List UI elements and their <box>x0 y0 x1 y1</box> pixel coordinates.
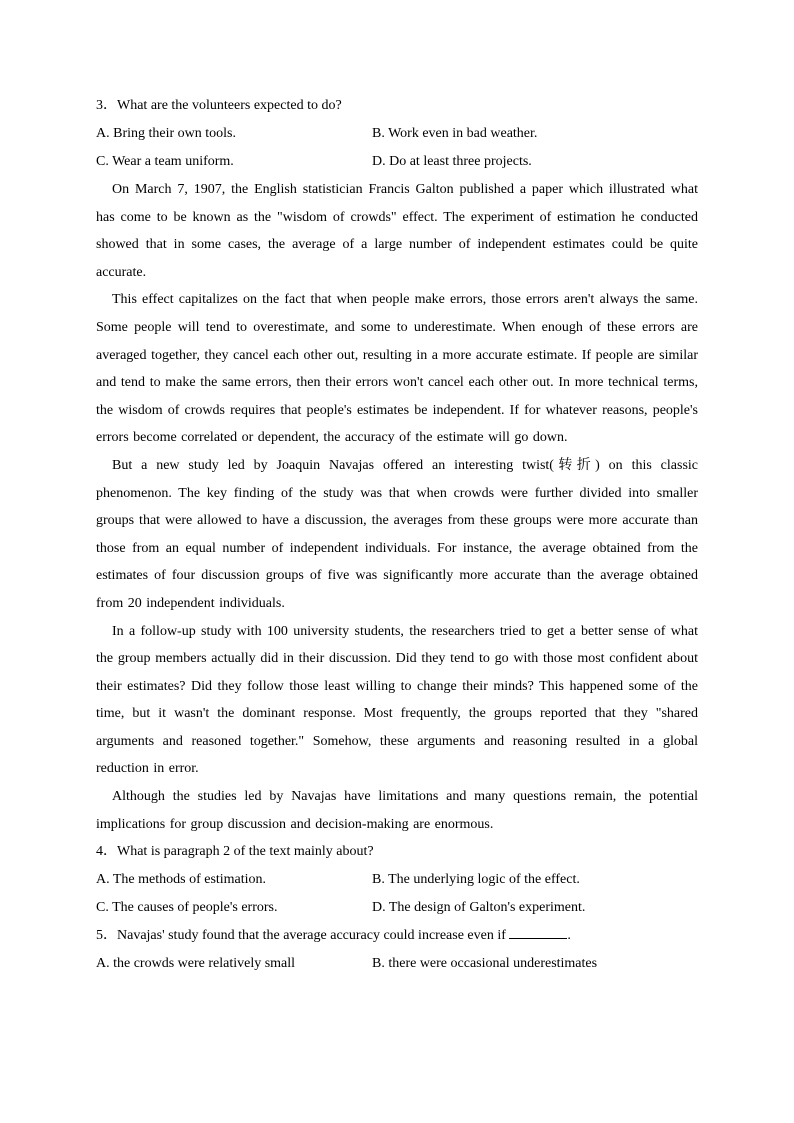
question-4-options-row-2 <box>96 894 698 922</box>
question-3-stem: 3．What are the volunteers expected to do? <box>96 98 342 113</box>
question-5-stem <box>96 922 698 950</box>
question-3-option-a: A. Bring their own tools. <box>96 126 236 141</box>
question-3-option-b: B. Work even in bad weather. <box>372 126 538 141</box>
passage-paragraph-2: This effect capitalizes on the fact that when people make errors, those errors aren't always the same. Some people will tend to overestimate, and some to underestimate. When enough of these errors are averaged together, they cancel each other out, resulting in a more accurate estimate. If people are similar and tend to make the same errors, then their errors won't cancel each other out. In more technical terms, the wisdom of crowds requires that people's estimates be independent. If for whatever reasons, people's errors become correlated or dependent, the accuracy of the estimate will go down. <box>96 292 698 446</box>
question-4-option-b: B. The underlying logic of the effect. <box>372 872 580 888</box>
answer-blank <box>509 924 567 939</box>
passage-paragraph-1: On March 7, 1907, the English statistician Francis Galton published a paper which illustrated what has come to be known as the "wisdom of crowds" effect. The experiment of estimation he conducted showed that in some cases, the average of a large number of independent estimates could be quite accurate. <box>96 182 698 280</box>
passage-paragraph-5: Although the studies led by Navajas have limitations and many questions remain, the potential implications for group discussion and decision-making are enormous. <box>96 789 698 832</box>
question-4-option-c: C. The causes of people's errors. <box>96 900 278 916</box>
question-4-options-row-1 <box>96 866 698 894</box>
question-5-stem-end: . <box>567 928 571 944</box>
passage-paragraph-3: But a new study led by Joaquin Navajas offered an interesting twist(转折) on this classic phenomenon. The key finding of the study was that when crowds were further divided into smaller groups that were allowed to have a discussion, the averages from these groups were more accurate than those from an equal number of independent individuals. For instance, the average obtained from the estimates of four discussion groups of five was significantly more accurate than the average obtained from 20 independent individuals. <box>96 457 698 611</box>
passage-paragraph-4: In a follow-up study with 100 university students, the researchers tried to get a better sense of what the group members actually did in their discussion. Did they tend to go with those most confident about their estimates? Did they follow those least willing to change their minds? This happened some of the time, but it wasn't the dominant response. Most frequently, the groups reported that they "shared arguments and reasoned together." Somehow, these arguments and reasoning resulted in a global reduction in error. <box>96 623 698 777</box>
question-4-option-d: D. The design of Galton's experiment. <box>372 900 586 916</box>
exam-page <box>96 92 698 978</box>
question-5-option-b: B. there were occasional underestimates <box>372 956 598 972</box>
question-5-option-a: A. the crowds were relatively small <box>96 956 296 972</box>
question-3-option-c: C. Wear a team uniform. <box>96 154 234 169</box>
question-5-options-row-1 <box>96 950 698 978</box>
question-4-stem: 4．What is paragraph 2 of the text mainly about? <box>96 844 374 860</box>
question-3-options-row-1 <box>96 120 698 148</box>
question-3-options-row-2 <box>96 148 698 176</box>
question-4-option-a: A. The methods of estimation. <box>96 872 267 888</box>
question-3-option-d: D. Do at least three projects. <box>372 154 532 169</box>
question-5-stem-text: 5．Navajas' study found that the average accuracy could increase even if <box>96 928 506 944</box>
